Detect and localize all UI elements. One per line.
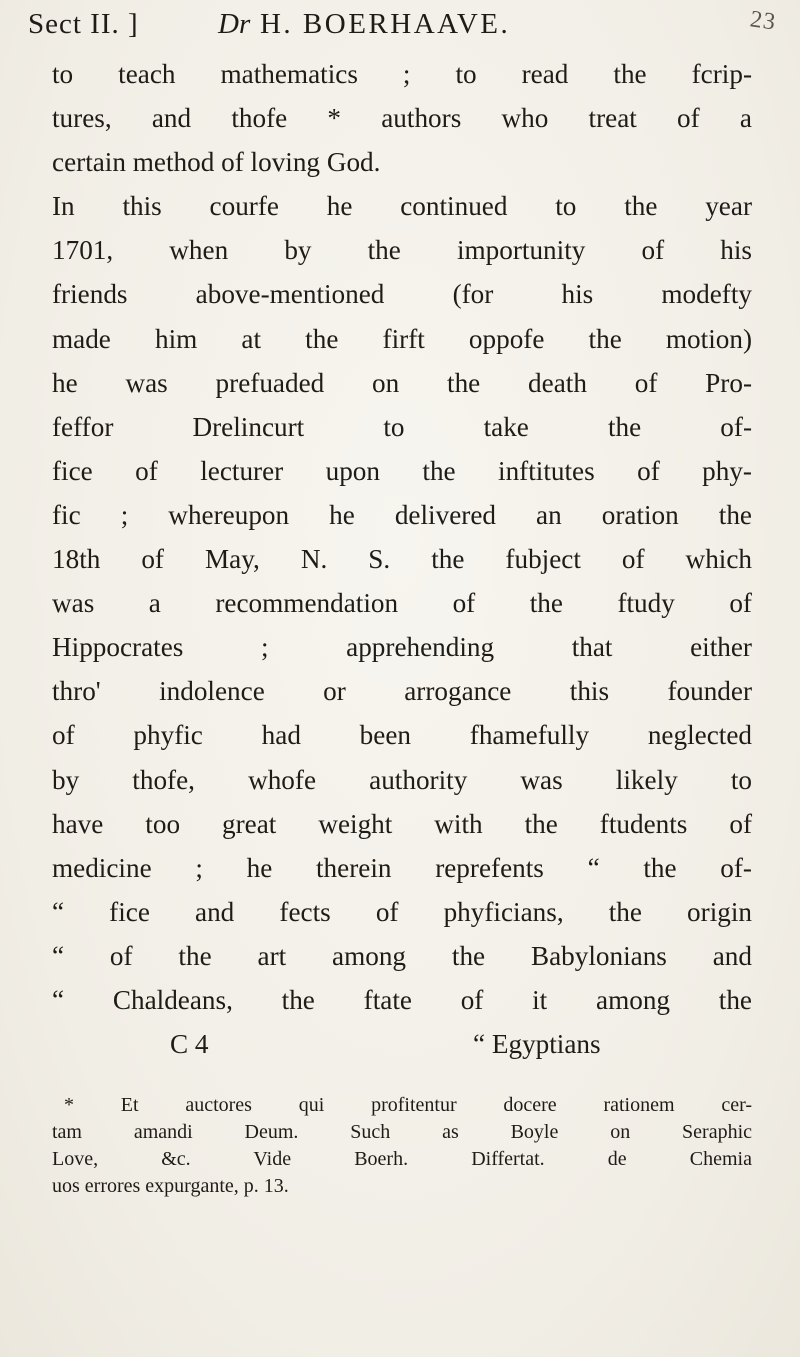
text-line: to teach mathematics ; to read the fcrip- [52,59,752,89]
text-line: fic ; whereupon he delivered an oration the [52,499,752,530]
signature-mark: C 4 [170,1029,209,1060]
text-line: tures, and thofe * authors who treat of a [52,103,752,134]
footnote-line: * Et auctores qui profitentur docere rationem cer- [64,1094,752,1116]
text-line: “ Chaldeans, the ftate of it among the [52,984,752,1015]
footnote-line: uos errores expurgante, p. 13. [52,1175,289,1197]
text-line: friends above-mentioned (for his modefty [52,279,752,310]
text-line: Hippocrates ; apprehending that either [52,632,752,663]
catchword: “ Egyptians [473,1029,601,1060]
text-line: thro' indolence or arrogance this founder [52,676,752,707]
body-text [52,52,752,1066]
text-line: “ fice and fects of phyficians, the origin [52,896,752,927]
text-line: certain method of loving God. [52,147,381,178]
text-line: of phyfic had been fhamefully neglected [52,720,752,751]
text-line: he was prefuaded on the death of Pro- [52,367,752,398]
running-head [28,2,780,46]
running-head-title [218,8,510,41]
running-head-section: Sect II. ] [28,8,139,40]
text-line: medicine ; he therein reprefents “ the of- [52,852,752,883]
text-line: have too great weight with the ftudents of [52,808,752,839]
text-line: 1701, when by the importunity of his [52,235,752,266]
text-line: In this courfe he continued to the year [52,191,752,222]
text-line: by thofe, whofe authority was likely to [52,764,752,795]
signature-line [52,1022,752,1066]
footnote-line: Love, &c. Vide Boerh. Differtat. de Chemia [52,1148,752,1170]
footnote [52,1092,752,1200]
text-line: fice of lecturer upon the inftitutes of phy- [52,455,752,486]
text-line: made him at the firft oppofe the motion) [52,323,752,354]
text-line: was a recommendation of the ftudy of [52,588,752,619]
running-head-title-prefix: Dr [218,8,251,40]
footnote-line: tam amandi Deum. Such as Boyle on Seraphic [52,1121,752,1143]
text-line: feffor Drelincurt to take the of- [52,411,752,442]
page-number: 23 [748,6,778,36]
text-line: 18th of May, N. S. the fubject of which [52,544,752,575]
running-head-title-name: H. BOERHAAVE. [250,8,511,40]
text-line: “ of the art among the Babylonians and [52,940,752,971]
